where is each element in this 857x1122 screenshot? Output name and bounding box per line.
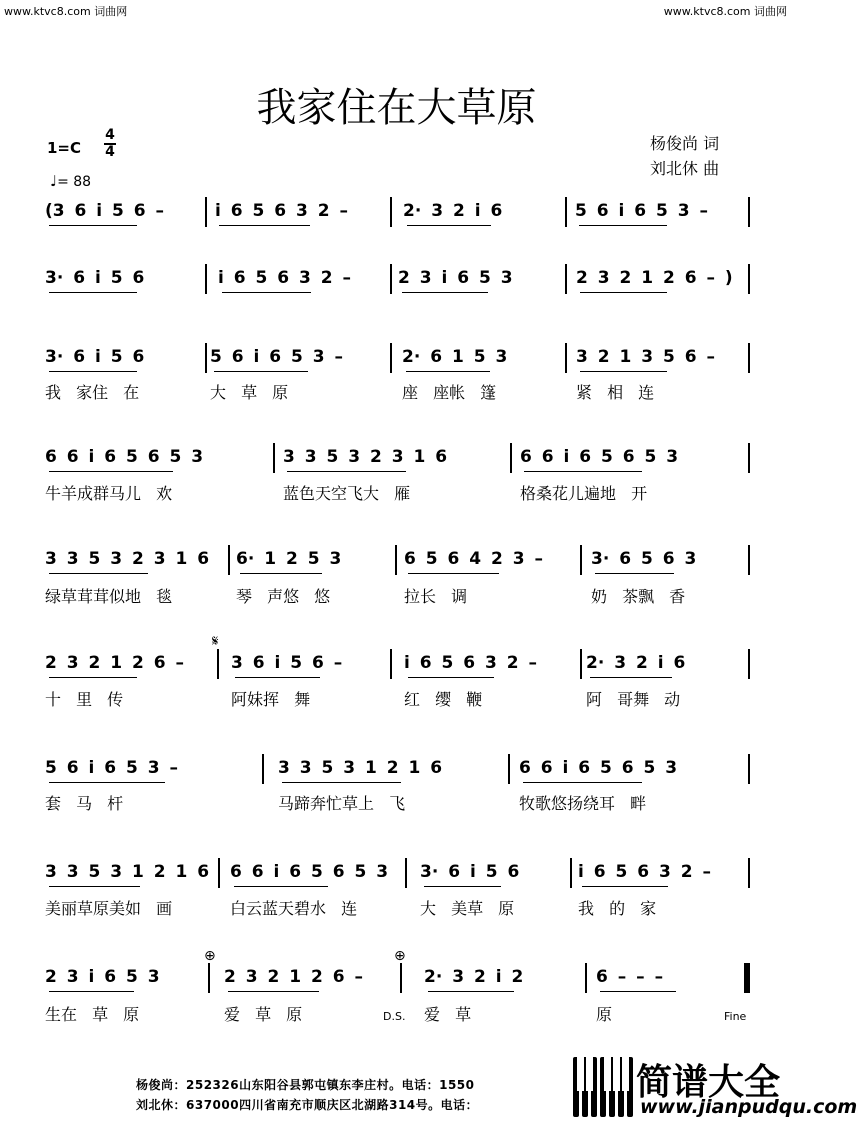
measure-notes: 3 6 i 5 6 – bbox=[231, 653, 343, 673]
bar-line bbox=[405, 858, 407, 888]
bar-line bbox=[580, 649, 582, 679]
bar-line bbox=[390, 343, 392, 373]
measure-notes: 2· 3 2 i 6 bbox=[586, 653, 686, 673]
bar-line bbox=[748, 858, 750, 888]
measure-notes: 6 – – – bbox=[596, 967, 664, 987]
bar-line bbox=[228, 545, 230, 575]
measure-notes: 3 2 1 3 5 6 – bbox=[576, 347, 715, 367]
lyric-text: 生在 草 原 bbox=[45, 1005, 140, 1024]
lyric-text: 座 座帐 篷 bbox=[402, 383, 497, 402]
measure-notes: 2 3 2 1 2 6 – bbox=[224, 967, 363, 987]
lyric-text: 红 缨 鞭 bbox=[404, 690, 483, 709]
measure-notes: 6 6 i 6 5 6 5 3 bbox=[520, 447, 679, 467]
lyric-text: 格桑花儿遍地 开 bbox=[520, 484, 648, 503]
logo-url: www.jianpudqu.com bbox=[640, 1096, 857, 1118]
header-right: www.ktvc8.com 词曲网 bbox=[663, 5, 787, 18]
lyric-text: 爱 草 原 bbox=[224, 1005, 303, 1024]
measure-notes: 6 6 i 6 5 6 5 3 bbox=[230, 862, 389, 882]
beam-line bbox=[49, 371, 137, 372]
beam-line bbox=[49, 573, 148, 574]
lyric-text: 蓝色天空飞大 雁 bbox=[283, 484, 411, 503]
lyric-text: 阿 哥舞 动 bbox=[586, 690, 681, 709]
beam-line bbox=[49, 225, 137, 226]
measure-notes: 6 6 i 6 5 6 5 3 bbox=[519, 758, 678, 778]
measure-notes: 5 6 i 6 5 3 – bbox=[210, 347, 343, 367]
bar-line bbox=[585, 963, 587, 993]
measure-notes: 2 3 2 1 2 6 – ) bbox=[576, 268, 733, 288]
bar-line bbox=[748, 649, 750, 679]
beam-line bbox=[287, 471, 406, 472]
measure-notes: 3· 6 i 5 6 bbox=[45, 347, 145, 367]
lyric-text: 绿草茸茸似地 毯 bbox=[45, 587, 173, 606]
lyric-text: 拉长 调 bbox=[404, 587, 468, 606]
beam-line bbox=[524, 471, 642, 472]
bar-line bbox=[510, 443, 512, 473]
bar-line bbox=[395, 545, 397, 575]
bar-line bbox=[580, 545, 582, 575]
beam-line bbox=[407, 225, 491, 226]
beam-line bbox=[234, 886, 328, 887]
lyricist: 杨俊尚 词 bbox=[650, 134, 720, 153]
measure-notes: (3 6 i 5 6 – bbox=[45, 201, 165, 221]
bar-line bbox=[262, 754, 264, 784]
lyric-text: 紧 相 连 bbox=[576, 383, 655, 402]
bar-line bbox=[748, 197, 750, 227]
measure-notes: i 6 5 6 3 2 – bbox=[215, 201, 348, 221]
bar-line bbox=[748, 343, 750, 373]
bar-line bbox=[748, 963, 750, 993]
lyric-text: 琴 声悠 悠 bbox=[236, 587, 331, 606]
beam-line bbox=[590, 677, 672, 678]
segno-icon: 𝄋 bbox=[212, 632, 219, 650]
beam-line bbox=[580, 292, 667, 293]
coda-icon: ⊕ bbox=[394, 948, 406, 964]
measure-notes: 5 6 i 6 5 3 – bbox=[575, 201, 708, 221]
measure-notes: 3 3 5 3 2 3 1 6 bbox=[283, 447, 448, 467]
beam-line bbox=[406, 371, 490, 372]
measure-notes: i 6 5 6 3 2 – bbox=[218, 268, 351, 288]
logo-text: 简谱大全 bbox=[636, 1062, 781, 1103]
measure-notes: 6 6 i 6 5 6 5 3 bbox=[45, 447, 204, 467]
beam-line bbox=[580, 371, 667, 372]
measure-notes: 3· 6 5 6 3 bbox=[591, 549, 697, 569]
lyric-text: 大 美草 原 bbox=[420, 899, 515, 918]
time-bottom: 4 bbox=[105, 144, 115, 160]
footer-line-1: 杨俊尚：252326山东阳谷县郭屯镇东李庄村。电话：1550 bbox=[136, 1078, 475, 1092]
bar-line bbox=[400, 963, 402, 993]
beam-line bbox=[424, 886, 501, 887]
lyric-text: 马蹄奔忙草上 飞 bbox=[278, 794, 406, 813]
beam-line bbox=[579, 225, 667, 226]
bar-line bbox=[508, 754, 510, 784]
piano-logo-icon bbox=[573, 1057, 633, 1117]
quarter-note-icon: ♩ bbox=[50, 172, 58, 190]
fine-mark: Fine bbox=[724, 1010, 747, 1023]
lyric-text: 套 马 杆 bbox=[45, 794, 124, 813]
beam-line bbox=[49, 677, 137, 678]
bar-line bbox=[748, 545, 750, 575]
measure-notes: i 6 5 6 3 2 – bbox=[578, 862, 711, 882]
bar-line bbox=[390, 197, 392, 227]
measure-notes: 2 3 2 1 2 6 – bbox=[45, 653, 184, 673]
tempo-mark bbox=[50, 172, 91, 190]
measure-notes: 5 6 i 6 5 3 – bbox=[45, 758, 178, 778]
time-signature bbox=[104, 128, 116, 160]
beam-line bbox=[408, 677, 494, 678]
footer-line-2: 刘北休：637000四川省南充市顺庆区北湖路314号。电话： bbox=[136, 1098, 479, 1112]
lyric-text: 牛羊成群马儿 欢 bbox=[45, 484, 173, 503]
beam-line bbox=[49, 471, 173, 472]
beam-line bbox=[600, 991, 676, 992]
lyric-text: 阿妹挥 舞 bbox=[231, 690, 311, 709]
measure-notes: i 6 5 6 3 2 – bbox=[404, 653, 537, 673]
composer: 刘北休 曲 bbox=[650, 159, 720, 178]
lyric-text: 奶 茶飘 香 bbox=[591, 587, 686, 606]
beam-line bbox=[428, 991, 514, 992]
beam-line bbox=[235, 677, 320, 678]
header-left: www.ktvc8.com 词曲网 bbox=[4, 5, 128, 18]
measure-notes: 6· 1 2 5 3 bbox=[236, 549, 342, 569]
key-signature: 1=C bbox=[47, 139, 82, 157]
beam-line bbox=[49, 292, 137, 293]
beam-line bbox=[408, 573, 499, 574]
bar-line bbox=[565, 264, 567, 294]
bar-line bbox=[217, 649, 219, 679]
page-title: 我家住在大草原 bbox=[256, 85, 537, 131]
lyric-text: 我 的 家 bbox=[578, 899, 657, 918]
bar-line bbox=[273, 443, 275, 473]
bar-line bbox=[218, 858, 220, 888]
lyric-text: 白云蓝天碧水 连 bbox=[230, 899, 358, 918]
beam-line bbox=[402, 292, 488, 293]
lyric-text: 我 家住 在 bbox=[45, 383, 140, 402]
tempo-value: = 88 bbox=[57, 174, 92, 190]
ds-mark: D.S. bbox=[383, 1010, 406, 1023]
beam-line bbox=[219, 225, 310, 226]
measure-notes: 2 3 i 6 5 3 bbox=[45, 967, 160, 987]
measure-notes: 2 3 i 6 5 3 bbox=[398, 268, 513, 288]
measure-notes: 6 5 6 4 2 3 – bbox=[404, 549, 543, 569]
bar-line bbox=[208, 963, 210, 993]
measure-notes: 3· 6 i 5 6 bbox=[45, 268, 145, 288]
bar-line bbox=[748, 754, 750, 784]
beam-line bbox=[222, 292, 311, 293]
bar-line bbox=[748, 443, 750, 473]
beam-line bbox=[523, 782, 642, 783]
final-bar-line bbox=[744, 963, 748, 993]
lyric-text: 原 bbox=[596, 1005, 613, 1024]
lyric-text: 大 草 原 bbox=[210, 383, 289, 402]
beam-line bbox=[240, 573, 322, 574]
measure-notes: 3 3 5 3 1 2 1 6 bbox=[278, 758, 443, 778]
bar-line bbox=[565, 197, 567, 227]
bar-line bbox=[205, 197, 207, 227]
lyric-text: 美丽草原美如 画 bbox=[45, 899, 173, 918]
beam-line bbox=[228, 991, 319, 992]
beam-line bbox=[582, 886, 668, 887]
measure-notes: 2· 6 1 5 3 bbox=[402, 347, 508, 367]
measure-notes: 2· 3 2 i 6 bbox=[403, 201, 503, 221]
measure-notes: 3 3 5 3 2 3 1 6 bbox=[45, 549, 210, 569]
bar-line bbox=[748, 264, 750, 294]
lyric-text: 十 里 传 bbox=[45, 690, 124, 709]
bar-line bbox=[205, 264, 207, 294]
measure-notes: 2· 3 2 i 2 bbox=[424, 967, 524, 987]
bar-line bbox=[565, 343, 567, 373]
lyric-text: 爱 草 bbox=[424, 1005, 472, 1024]
beam-line bbox=[282, 782, 401, 783]
beam-line bbox=[214, 371, 308, 372]
lyric-text: 牧歌悠扬绕耳 畔 bbox=[519, 794, 647, 813]
measure-notes: 3 3 5 3 1 2 1 6 bbox=[45, 862, 210, 882]
time-top: 4 bbox=[105, 127, 115, 143]
beam-line bbox=[49, 886, 140, 887]
beam-line bbox=[49, 991, 134, 992]
measure-notes: 3· 6 i 5 6 bbox=[420, 862, 520, 882]
bar-line bbox=[390, 649, 392, 679]
bar-line bbox=[390, 264, 392, 294]
bar-line bbox=[570, 858, 572, 888]
bar-line bbox=[205, 343, 207, 373]
beam-line bbox=[595, 573, 674, 574]
coda-icon: ⊕ bbox=[204, 948, 216, 964]
beam-line bbox=[49, 782, 165, 783]
